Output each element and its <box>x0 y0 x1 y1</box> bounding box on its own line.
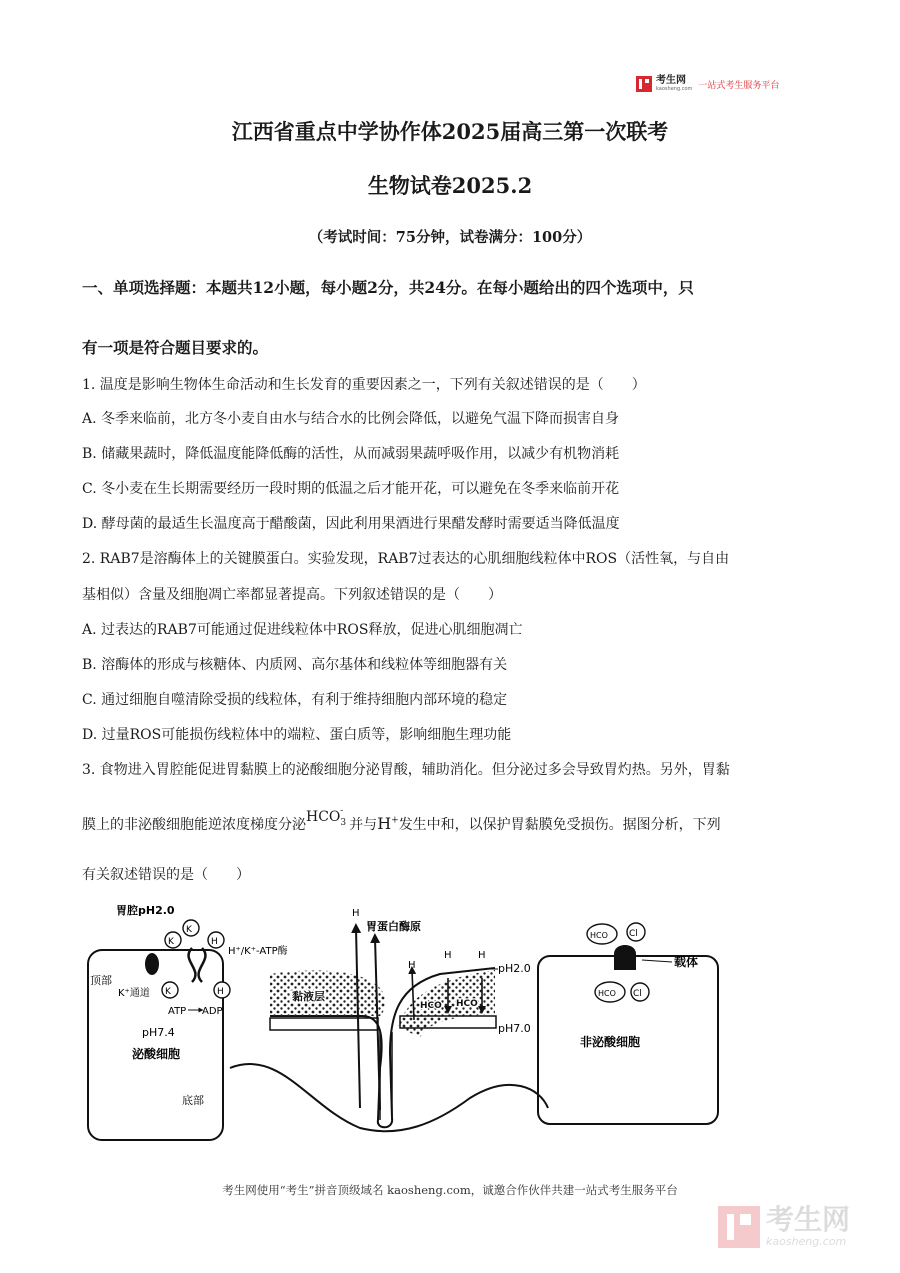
mucus-label: 黏液层 <box>292 990 325 1003</box>
cell-ph-label: pH7.4 <box>142 1026 175 1039</box>
carrier-shape <box>614 945 636 970</box>
q1-option-a: A. 冬季来临前，北方冬小麦自由水与结合水的比例会降低，以避免气温下降而损害自身 <box>82 411 620 427</box>
watermark <box>718 1205 850 1248</box>
cl-ion-label-1: Cl <box>629 929 638 939</box>
logo-text: 考生网 <box>656 75 686 86</box>
q3-stem2-pre: 膜上的非泌酸细胞能逆浓度梯度分泌 <box>82 817 306 833</box>
logo-slogan: 一站式考生服务平台 <box>698 80 780 91</box>
hco3-label-b: HCO <box>456 999 478 1009</box>
mucosa-base-line <box>230 1064 548 1131</box>
k-ion-label-2: K <box>186 925 192 935</box>
gastric-figure <box>80 898 730 1146</box>
atpase-pump-shape <box>199 948 206 982</box>
non-acid-cell-label: 非泌酸细胞 <box>580 1035 641 1049</box>
h-label-c: H <box>478 950 486 961</box>
q1-option-c: C. 冬小麦在生长期需要经历一段时期的低温之后才能开花，可以避免在冬季来临前开花 <box>82 481 620 497</box>
stomach-ph-label: 胃腔pH2.0 <box>116 904 175 917</box>
h-top-label: H <box>352 908 360 919</box>
q3-stem-line1: 3. 食物进入胃腔能促进胃黏膜上的泌酸细胞分泌胃酸，辅助消化。但分泌过多会导致胃灼热。另外，胃黏 <box>82 762 730 778</box>
q1-option-d: D. 酵母菌的最适生长温度高于醋酸菌，因此利用果酒进行果醋发酵时需要适当降低温度 <box>82 516 620 532</box>
watermark-text: 考生网 <box>766 1203 851 1236</box>
logo-icon <box>636 76 652 92</box>
hco3-ion-label-2: HCO <box>598 989 616 998</box>
k-ion-label-1: K <box>168 937 174 947</box>
atp-label: ATP <box>168 1006 187 1017</box>
pepsinogen-label: 胃蛋白酶原 <box>366 920 421 933</box>
epithelium-row <box>270 1018 378 1030</box>
q3-stem-line2 <box>82 806 721 836</box>
ph2-label: pH2.0 <box>498 962 531 975</box>
watermark-text-block <box>766 1205 850 1248</box>
k-channel-shape <box>145 953 159 975</box>
base-label: 底部 <box>182 1094 204 1107</box>
q3-stem-line3: 有关叙述错误的是（ ） <box>82 867 250 883</box>
watermark-logo-icon <box>718 1206 760 1248</box>
acid-cell-label: 泌酸细胞 <box>132 1047 181 1061</box>
q3-hco3: $HCO_3^-$ <box>306 806 347 828</box>
logo-text-block <box>656 76 692 92</box>
q2-stem-line1: 2. RAB7是溶酶体上的关键膜蛋白。实验发现，RAB7过表达的心肌细胞线粒体中ROS（活性氧，与自由 <box>82 551 730 567</box>
hco3-label-a: HCO <box>420 1001 442 1011</box>
cl-ion-label-2: Cl <box>633 989 642 999</box>
h-ion-label-1: H <box>211 937 218 947</box>
h-secretion-arrow <box>375 938 380 1110</box>
q1-stem: 1. 温度是影响生物体生命活动和生长发育的重要因素之一，下列有关叙述错误的是（ ） <box>82 377 646 393</box>
exam-title: 江西省重点中学协作体2025届高三第一次联考 <box>231 119 669 144</box>
section-heading-line1: 一、单项选择题：本题共12小题，每小题2分，共24分。在每小题给出的四个选项中，只 <box>82 278 694 297</box>
atpase-pump-shape <box>189 948 196 982</box>
hco3-ion-label-1: HCO <box>590 931 608 940</box>
q2-option-d: D. 过量ROS可能损伤线粒体中的端粒、蛋白质等，影响细胞生理功能 <box>82 727 512 743</box>
footer-text: 考生网使用“考生”拼音顶级域名 kaosheng.com，诚邀合作伙伴共建一站式考生服务平台 <box>222 1183 678 1197</box>
q2-option-a: A. 过表达的RAB7可能通过促进线粒体中ROS释放，促进心肌细胞凋亡 <box>82 622 523 638</box>
exam-subject: 生物试卷2025.2 <box>367 173 533 198</box>
k-channel-label: K⁺通道 <box>118 988 150 999</box>
q3-stem2-mid: 并与 <box>349 817 378 833</box>
atpase-label: H⁺/K⁺-ATP酶 <box>228 946 288 957</box>
apex-label: 顶部 <box>90 974 112 987</box>
q2-option-b: B. 溶酶体的形成与核糖体、内质网、高尔基体和线粒体等细胞器有关 <box>82 657 508 673</box>
carrier-pointer <box>642 960 672 962</box>
k-ion-label-3: K <box>165 987 171 997</box>
logo-sub: kaosheng.com <box>656 86 693 92</box>
q2-stem-line2: 基相似）含量及细胞凋亡率都显著提高。下列叙述错误的是（ ） <box>82 587 502 603</box>
q3-stem2-post: 发生中和，以保护胃黏膜免受损伤。据图分析，下列 <box>398 817 721 833</box>
q2-option-c: C. 通过细胞自噬清除受损的线粒体，有利于维持细胞内部环境的稳定 <box>82 692 508 708</box>
adp-label: ADP <box>202 1006 223 1017</box>
q3-hplus: H+ <box>377 814 399 833</box>
watermark-sub: kaosheng.com <box>766 1235 847 1248</box>
h-label-a: H <box>408 960 416 971</box>
h-label-b: H <box>444 950 452 961</box>
exam-info: （考试时间：75分钟，试卷满分：100分） <box>308 229 592 246</box>
q1-option-b: B. 储藏果蔬时，降低温度能降低酶的活性，从而减弱果蔬呼吸作用，以减少有机物消耗 <box>82 446 620 462</box>
carrier-label: 载体 <box>674 955 699 969</box>
h-ion-label-2: H <box>217 987 224 997</box>
ph7-label: pH7.0 <box>498 1022 531 1035</box>
section-heading-line2: 有一项是符合题目要求的。 <box>82 338 269 357</box>
mucus-layer-left <box>270 971 385 1016</box>
header-logo <box>636 74 779 94</box>
